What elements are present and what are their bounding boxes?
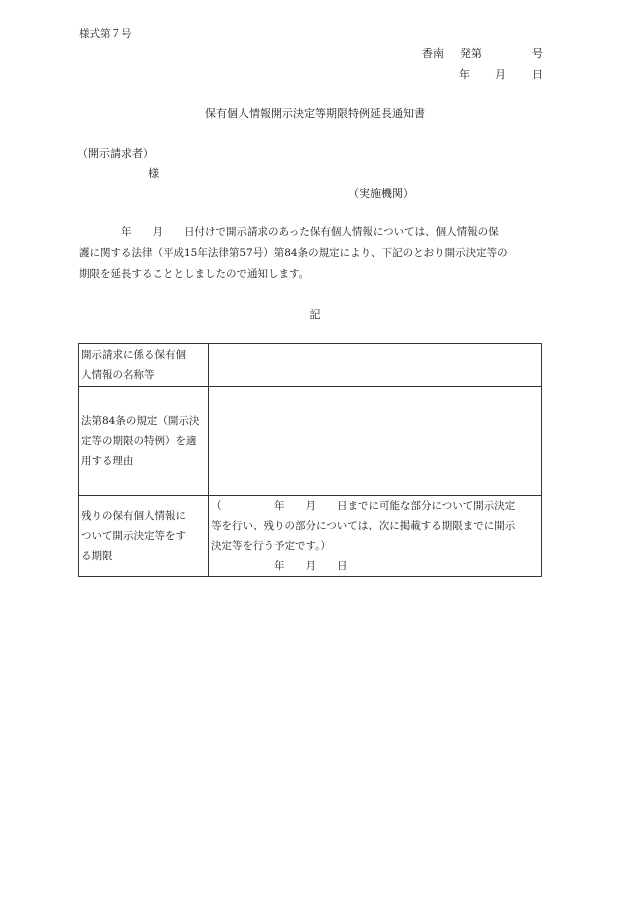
form-number: 様式第７号 (79, 28, 132, 40)
row-value-deadline[interactable] (209, 496, 542, 577)
row-value-reason[interactable] (209, 387, 542, 496)
issue-suffix: 号 (532, 47, 543, 60)
label-line: る期限 (81, 550, 113, 562)
deadline-line: 決定等を行う予定です。） (211, 540, 331, 552)
table-row (79, 344, 542, 387)
recipient-honorific: 様 (148, 167, 159, 180)
date-day-label: 日 (532, 68, 543, 81)
issue-place: 香南 (422, 47, 444, 60)
date-month-label: 月 (495, 68, 506, 81)
deadline-line: （ 年 月 日までに可能な部分について開示決定 (211, 500, 516, 512)
label-line: 開示請求に係る保有個 (81, 349, 186, 361)
document-title: 保有個人情報開示決定等期限特例延長通知書 (205, 107, 425, 120)
deadline-line: 等を行い、残りの部分については、次に掲載する期限までに開示 (211, 520, 516, 532)
notice-body-line: 期限を延長することとしましたので通知します。 (79, 268, 310, 280)
notice-body-line: 護に関する法律（平成15年法律第57号）第84条の規定により、下記のとおり開示決定等の (79, 247, 508, 259)
agency-label: （実施機関） (348, 187, 414, 200)
row-label-deadline (79, 496, 209, 577)
label-line: 残りの保有個人情報に (81, 510, 186, 522)
date-year-label: 年 (459, 68, 470, 81)
label-line: 定等の期限の特例）を適 (81, 435, 197, 447)
table-row (79, 496, 542, 577)
row-label-reason (79, 387, 209, 496)
label-line: ついて開示決定等をす (81, 530, 186, 542)
deadline-line: 年 月 日 (211, 560, 348, 572)
row-label-request-name (79, 344, 209, 387)
ki-heading: 記 (309, 308, 321, 321)
requester-label: （開示請求者） (77, 147, 154, 160)
notice-body-line: 年 月 日付けで開示請求のあった保有個人情報については、個人情報の保 (79, 226, 499, 238)
label-line: 法第84条の規定（開示決 (81, 415, 200, 427)
label-line: 人情報の名称等 (81, 369, 155, 381)
label-line: 用する理由 (81, 455, 134, 467)
table-row (79, 387, 542, 496)
issue-prefix: 発第 (460, 47, 482, 60)
notice-body (79, 222, 549, 285)
details-table (78, 343, 542, 577)
row-value-request-name[interactable] (209, 344, 542, 387)
